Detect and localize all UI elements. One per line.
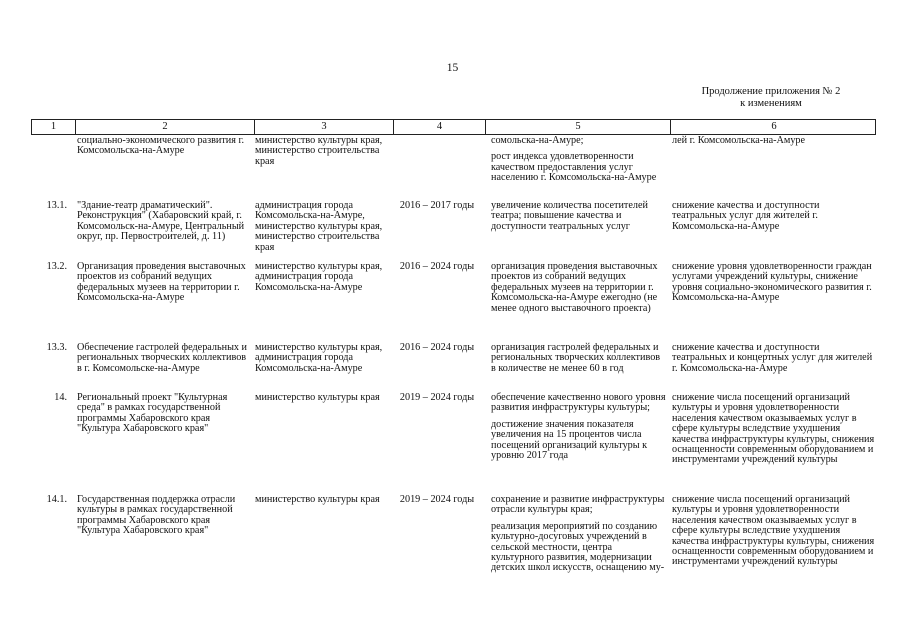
result-paragraph: достижение значения показателя увеличения на 15 процентов числа посещений организаций культуры к уровню 2017 года: [491, 418, 648, 462]
column-header-1: 1: [32, 120, 76, 134]
executor: министерство культуры края, администрация города Комсомольска-на-Амуре: [255, 261, 383, 293]
row-number: 13.1.: [46, 200, 67, 211]
continuation-line-1: Продолжение приложения № 2: [701, 86, 841, 97]
consequence: снижение качества и доступности театральных и концертных услуг для жителей г. Комсомольска-на-Амуре: [672, 342, 873, 374]
consequence: снижение качества и доступности театральных услуг для жителей г. Комсомольска-на-Амуре: [672, 200, 820, 232]
event-name: социально-экономического развития г. Комсомольска-на-Амуре: [77, 135, 245, 157]
table-header-row: [31, 119, 876, 135]
row-number: 13.3.: [46, 342, 67, 353]
result-paragraph: сохранение и развитие инфраструктуры отрасли культуры края;: [491, 494, 665, 516]
consequence: снижение числа посещений организаций культуры и уровня удовлетворенности населения качеством оказываемых услуг в сфере культуры вследствие ухудшения качества инфраструктуры культуры, снижения оснащенности современным оборудованием и инструментами учреждений культуры: [672, 392, 875, 466]
row-number: 13.2.: [46, 261, 67, 272]
event-name: Обеспечение гастролей федеральных и региональных творческих коллективов в г. Комсомольске-на-Амуре: [77, 342, 248, 374]
executor: администрация города Комсомольска-на-Амуре, министерство культуры края, министерство строительства края: [255, 200, 383, 253]
result-paragraph: рост индекса удовлетворенности качеством предоставления услуг населению г. Комсомольска-на-Амуре: [491, 151, 657, 184]
expected-result: организация проведения выставочных проектов из собраний ведущих федеральных музеев на территории г. Комсомольска-на-Амуре ежегодно (не менее одного выставочного проекта): [491, 261, 658, 314]
event-name: Организация проведения выставочных проектов из собраний ведущих федеральных музеев на территории г. Комсомольска-на-Амуре: [77, 261, 246, 304]
column-header-2: 2: [76, 120, 255, 134]
term: 2016 – 2024 годы: [399, 261, 475, 272]
term: 2016 – 2017 годы: [399, 200, 475, 211]
executor: министерство культуры края: [255, 494, 380, 505]
expected-result: [491, 393, 667, 461]
event-name: Региональный проект "Культурная среда" в рамках государственной программы Хабаровского края "Культура Хабаровского края": [77, 392, 228, 435]
consequence: снижение уровня удовлетворенности граждан услугами учреждений культуры, снижение уровня социально-экономического развития г. Комсомольска-на-Амуре: [672, 261, 872, 304]
term: 2019 – 2024 годы: [399, 494, 475, 505]
executor: министерство культуры края, министерство строительства края: [255, 135, 383, 167]
expected-result: увеличение количества посетителей театра; повышение качества и доступности театральных услуг: [491, 200, 648, 232]
executor: министерство культуры края, администрация города Комсомольска-на-Амуре: [255, 342, 383, 374]
expected-result: [491, 495, 667, 574]
result-paragraph: реализация мероприятий по созданию культурно-досуговых учреждений в сельской местности, центра культурного развития, модернизации детских школ искусств, оснащению му-: [491, 520, 665, 574]
row-number: 14.1.: [46, 494, 67, 505]
continuation-note: [671, 86, 871, 110]
executor: министерство культуры края: [255, 392, 380, 403]
consequence: снижение числа посещений организаций культуры и уровня удовлетворенности населения качеством оказываемых услуг в сфере культуры вследствие ухудшения качества инфраструктуры культуры, снижения оснащенности современным оборудованием и инструментами учреждений культуры: [672, 494, 875, 568]
term: 2019 – 2024 годы: [399, 392, 475, 403]
column-header-6: 6: [771, 121, 777, 132]
column-header-3: 3: [255, 120, 394, 134]
consequence: лей г. Комсомольска-на-Амуре: [672, 135, 806, 146]
row-number: 14.: [54, 392, 67, 403]
result-paragraph: обеспечение качественно нового уровня развития инфраструктуры культуры;: [491, 392, 666, 414]
page-number: 15: [446, 62, 459, 74]
column-header-4: 4: [394, 120, 486, 134]
continuation-line-2: к изменениям: [740, 98, 802, 109]
event-name: "Здание-театр драматический". Реконструкция" (Хабаровский край, г. Комсомольск-на-Амуре, Центральный округ, пр. Первостроителей, д. 11): [77, 200, 245, 243]
appendix-table: [31, 119, 876, 574]
expected-result: организация гастролей федеральных и региональных творческих коллективов в количестве не менее 60 в год: [491, 342, 661, 374]
event-name: Государственная поддержка отрасли культуры в рамках государственной программы Хабаровского края "Культура Хабаровского края": [77, 494, 236, 537]
expected-result: [491, 136, 667, 184]
column-header-5: 5: [486, 120, 671, 134]
term: 2016 – 2024 годы: [399, 342, 475, 353]
result-paragraph: сомольска-на-Амуре;: [491, 135, 584, 146]
